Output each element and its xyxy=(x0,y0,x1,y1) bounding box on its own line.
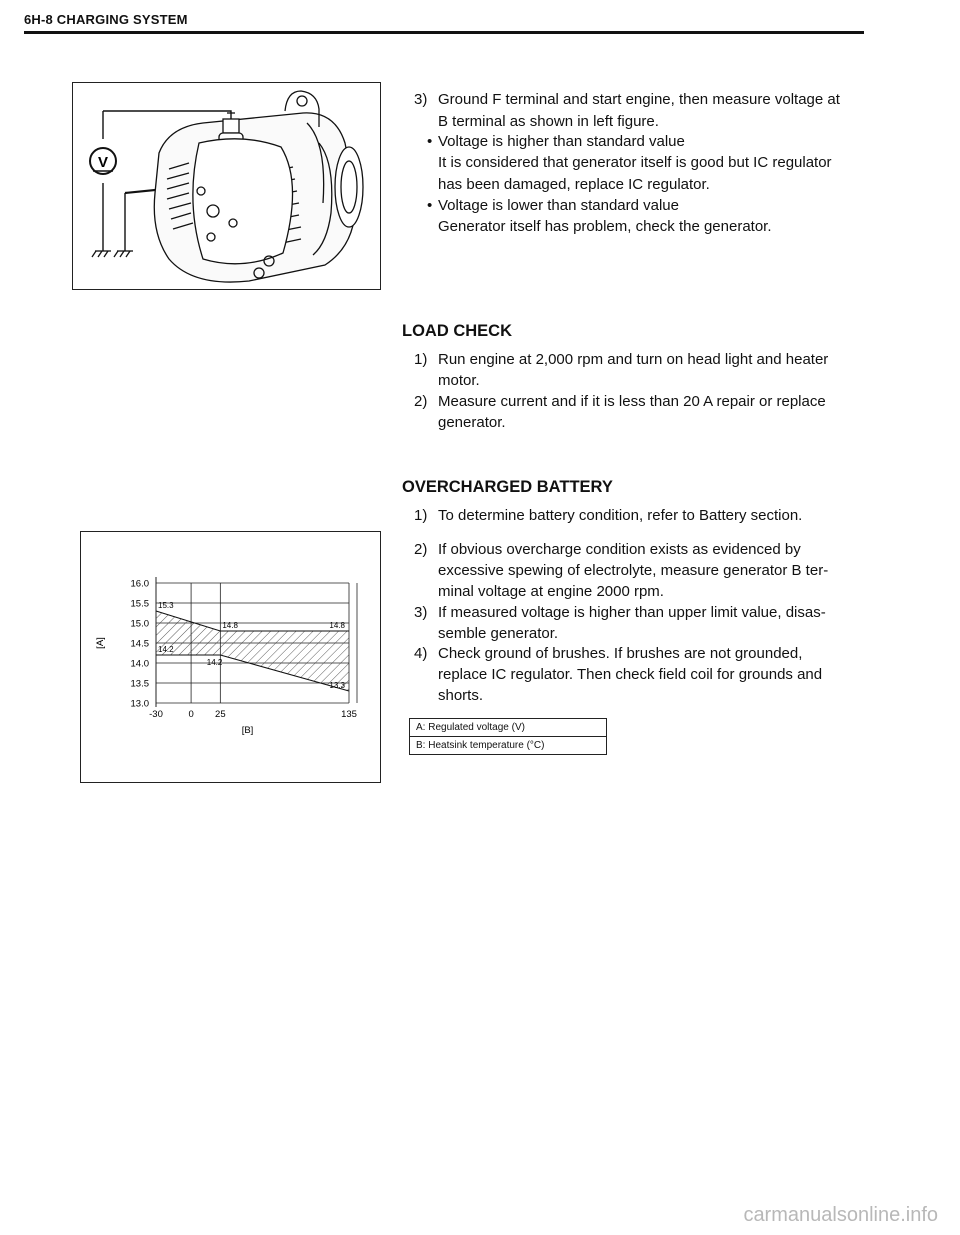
load-check-title: LOAD CHECK xyxy=(402,322,512,340)
generator-voltage-figure xyxy=(72,82,381,290)
chart-legend-table xyxy=(409,718,607,755)
data-label: 14.2 xyxy=(158,645,174,654)
step-3-line2: B terminal as shown in left figure. xyxy=(438,113,659,130)
voltmeter-icon xyxy=(90,148,116,174)
header-rule xyxy=(24,31,864,34)
legend-b-cell: B: Heatsink temperature (°C) xyxy=(410,737,607,755)
generator-illustration xyxy=(73,83,380,289)
over-item-2-number: 2) xyxy=(414,541,428,558)
over-item-3-line1: If measured voltage is higher than upper limit value, disas- xyxy=(438,604,826,621)
load-item-2-number: 2) xyxy=(414,393,428,410)
load-item-1-number: 1) xyxy=(414,351,428,368)
bullet-1-heading: Voltage is higher than standard value xyxy=(438,133,685,150)
regulated-voltage-chart xyxy=(81,532,380,782)
y-tick-label: 14.0 xyxy=(130,658,149,670)
bullet-dot-icon: • xyxy=(427,197,433,214)
y-tick-label: 14.5 xyxy=(130,638,149,650)
watermark-text: carmanualsonline.info xyxy=(743,1204,938,1226)
over-item-1-number: 1) xyxy=(414,507,428,524)
bullet-2-heading: Voltage is lower than standard value xyxy=(438,197,679,214)
load-item-1-line2: motor. xyxy=(438,372,480,389)
load-item-1-line1: Run engine at 2,000 rpm and turn on head light and heater xyxy=(438,351,829,368)
bullet-2-line1: Generator itself has problem, check the generator. xyxy=(438,218,772,235)
y-tick-label: 13.5 xyxy=(130,678,149,690)
voltmeter-label: V xyxy=(97,154,109,171)
data-label: 14.2 xyxy=(206,658,223,667)
data-label: 14.8 xyxy=(329,621,345,630)
over-item-2-line3: minal voltage at engine 2000 rpm. xyxy=(438,583,664,600)
y-tick-label: 13.0 xyxy=(130,698,149,710)
step-3-number: 3) xyxy=(414,91,428,108)
data-label: 14.8 xyxy=(222,621,238,630)
over-item-3-line2: semble generator. xyxy=(438,625,559,642)
over-item-2-line2: excessive spewing of electrolyte, measure generator B ter- xyxy=(438,562,829,579)
over-item-2-line1: If obvious overcharge condition exists as evidenced by xyxy=(438,541,801,558)
x-tick-label: -30 xyxy=(149,709,163,720)
y-tick-label: 15.0 xyxy=(130,618,149,630)
step-3-line1: Ground F terminal and start engine, then measure voltage at xyxy=(438,91,840,108)
x-tick-label: 25 xyxy=(215,709,226,720)
load-item-2-line2: generator. xyxy=(438,414,506,431)
x-axis-label: [B] xyxy=(241,725,254,736)
legend-a-cell: A: Regulated voltage (V) xyxy=(410,719,607,737)
over-item-3-number: 3) xyxy=(414,604,428,621)
load-item-2-line1: Measure current and if it is less than 20 A repair or replace xyxy=(438,393,826,410)
bullet-1-line1: It is considered that generator itself is good but IC regulator xyxy=(438,154,832,171)
x-tick-label: 0 xyxy=(188,709,194,720)
y-tick-label: 15.5 xyxy=(130,598,149,610)
over-item-1-line1: To determine battery condition, refer to Battery section. xyxy=(438,507,803,524)
legend-row-a xyxy=(410,719,607,737)
over-item-4-line2: replace IC regulator. Then check field coil for grounds and xyxy=(438,666,823,683)
bullet-1-line2: has been damaged, replace IC regulator. xyxy=(438,176,710,193)
overcharged-title: OVERCHARGED BATTERY xyxy=(402,478,613,496)
page-header-title: 6H-8 CHARGING SYSTEM xyxy=(24,12,188,27)
y-axis-label: [A] xyxy=(95,637,106,649)
bullet-dot-icon: • xyxy=(427,133,433,150)
regulated-voltage-chart-figure xyxy=(80,531,381,783)
over-item-4-line1: Check ground of brushes. If brushes are not grounded, xyxy=(438,645,803,662)
over-item-4-number: 4) xyxy=(414,645,428,662)
over-item-4-line3: shorts. xyxy=(438,687,484,704)
legend-row-b xyxy=(410,737,607,755)
data-label: 15.3 xyxy=(158,601,174,610)
x-tick-label: 135 xyxy=(341,709,357,720)
data-label: 13.3 xyxy=(329,681,345,690)
y-tick-label: 16.0 xyxy=(130,578,149,590)
